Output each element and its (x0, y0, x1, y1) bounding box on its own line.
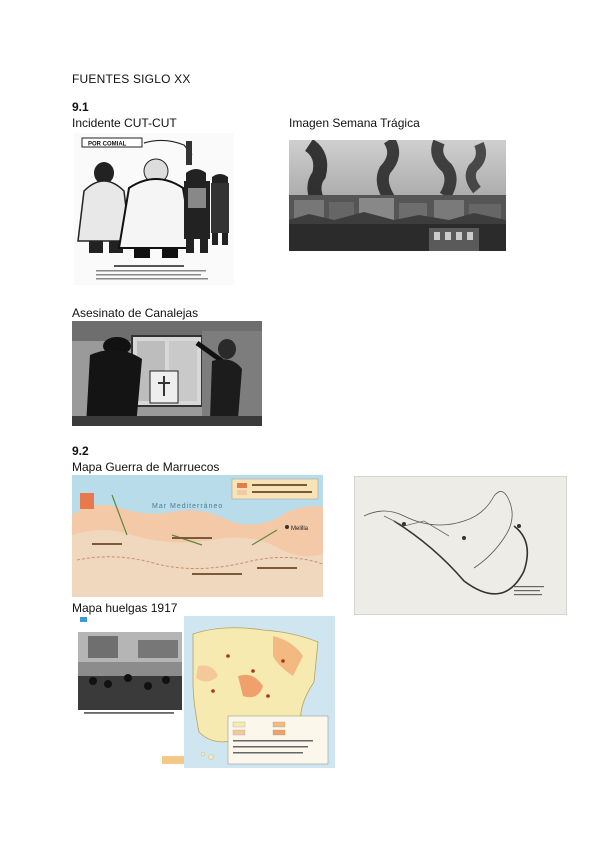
caption-mapa-marruecos: Mapa Guerra de Marruecos (72, 460, 220, 474)
section-number-9-1: 9.1 (72, 100, 89, 114)
map-melilla-label: Melilla (291, 526, 309, 532)
asesinato-canalejas-photo (72, 321, 262, 426)
semana-tragica-photo (289, 140, 506, 251)
caption-semana-tragica: Imagen Semana Trágica (289, 116, 420, 130)
caption-mapa-huelgas: Mapa huelgas 1917 (72, 601, 178, 615)
blue-mark (80, 617, 87, 622)
cartoon-sign-text: POR COMIAL (88, 141, 127, 148)
section-number-9-2: 9.2 (72, 444, 89, 458)
cartoon-cut-cut-image (74, 133, 234, 285)
mapa-marruecos-image (72, 475, 323, 597)
page-title: FUENTES SIGLO XX (72, 72, 191, 86)
mapa-huelgas-image (78, 616, 335, 768)
caption-asesinato-canalejas: Asesinato de Canalejas (72, 306, 199, 320)
map-sea-label: Mar Mediterráneo (152, 503, 224, 510)
caption-incidente-cut-cut: Incidente CUT-CUT (72, 116, 177, 130)
mapa-boceto-image (354, 476, 567, 615)
